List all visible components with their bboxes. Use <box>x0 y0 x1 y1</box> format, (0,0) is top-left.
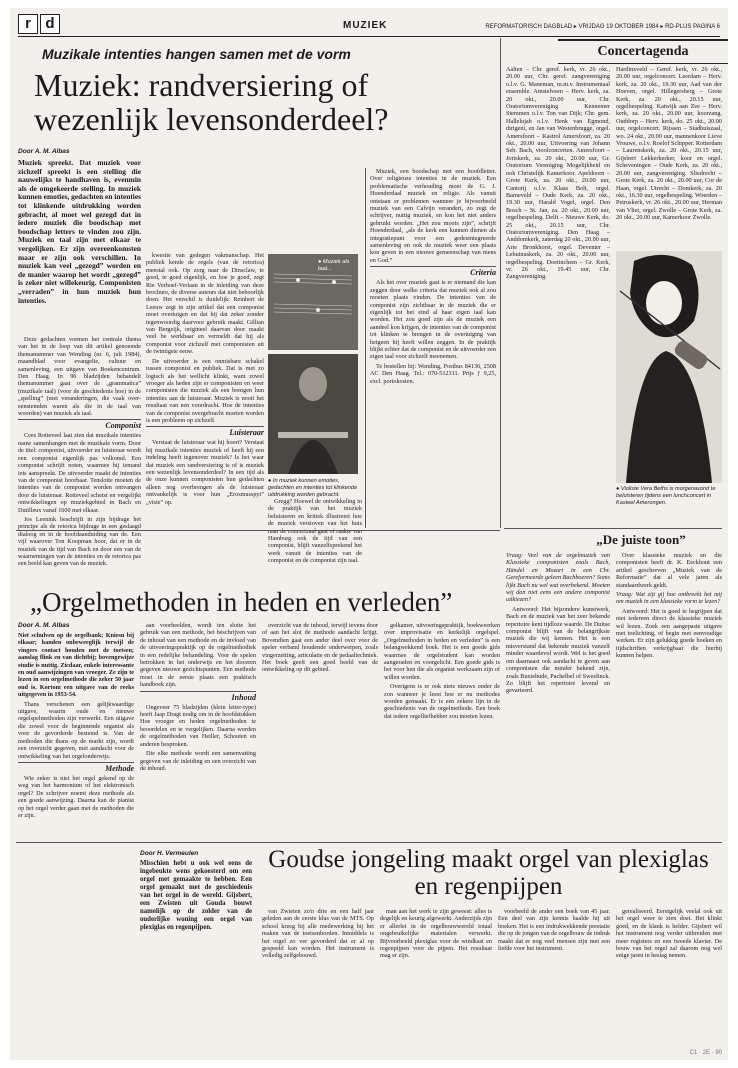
rd-logo <box>18 14 60 34</box>
section-rule <box>16 842 722 843</box>
juiste-toon-col2 <box>616 552 722 830</box>
article1-col2-text3: Verstaat de luisteraar wat hij hoort? Verstaat hij muzikale intenties muziek of heeft hij een indeling heeft tegenover muziek? Is het waar dat muziek een randversiering is of is muziek een wezenlijk levensonderdeel? In een tijd als de onze kunnen componisten hun gedachten alleen nog overbrengen als de luisteraar ontvankelijk is voor hun „Erosmusspyt” „visie” op. <box>146 439 264 506</box>
juiste-toon-text3: Over klassieke muziek en die componisten heeft dr. K. Eeckhout een artikel geschreven „Muziek van de Reformatie” dat al vele jaren als standaardwerk geldt. <box>616 552 722 589</box>
article1-col3-text: Gregg? Hoewel de ontwikkeling in de praktijk van het muziek beluisteren en kritiek illustreert hoe de muziek verstoven van het huis naar de concertzaal gaat of raakte van Hamburg ook de tijd van een componist, blijft vanzelfsprekend het werk vanuit de intenties van de componist en de componist zijn taal. <box>268 498 362 565</box>
article2-col1-text2: Wie zeker is niet het orgel gekend op de weg van het harmonium of het elektronisch orgel? De schrijver noemt deze methode als een goede aanwijzing. Daarna kan de pianist op het orgel verder gaan met de methoden die er zijn. <box>18 774 134 819</box>
article1-intro: Muziek spreekt. Dat muziek voor zichzelf spreekt is een stelling die nauwelijks te handhaven is, evenmin als de omgekeerde stelling. In muziek kunnen emoties, gedachten en intenties tot klinkende uitdrukking worden gebracht, al moet wel gezegd dat in iedere muziek die boodschap met boodschap letters te vinden zou zijn. Muziek en taal zijn met elkaar te vergelijken. Er zijn overeenkomsten maar er zijn ook verschillen. In muziek kan veel „gezegd” worden en de manier waarop het wordt „gezegd” is zeker niet willekeurig. Componisten „verraden” in hun muziek hun intenties. <box>18 158 141 305</box>
article1-p3: Jos Leenink beschrijft in zijn bijdrage het principe als de retorica bijdrage in een geslaagd dialoog en in de hoofdaanduiding van de. Een vijf waarover Ton Koopman hoor, dat er in de muziek van de tijd van Bach en door een van de waarnemingen van de intenties en de retorica pas een beeld kan geven van de muziek. <box>18 515 141 568</box>
article3-intro: Misschien hebt u ook wel eens de ingebeukte wens gekoesterd om een orgel met gemaakte te hebben. Een orgel gemaakt met de geschiedenis van het orgel in de wereld. Gijsbert, een Zwisten uit Gouda bouwt namelijk op de zolder van de ouderlijke woning een orgel van plexiglas en regenpijpen. <box>140 860 252 931</box>
concertagenda-col1 <box>506 66 610 526</box>
column-rule <box>500 38 501 528</box>
juiste-toon-col1 <box>506 552 610 830</box>
article3-col3-text: man aan het werk te zijn geweest: alles is degelijk en keurig afgewerkt. Anderzijds zijn er allerlei in de orgelbouwwereld totaal ongebruikelijke materialen verwerkt. Bijvoorbeeld plexiglas voor de windkast en regenpijpen voor de pijpen. Het resultaat mag er zijn. <box>380 908 492 960</box>
article1-col2-text: kwestie van gedegen vakmanschap. Het publiek kende de regels (van de retorica) meestal ook. Op zorg naar de Dinsclaw, te goed, te goed eigenlijk, en hoe je goed, zegt Rie Verhoef-Verlaan in de inleiding van deze brochure, de diverse auteurs dat niet behoorlijk doen. Het verschil is duidelijk: Reinhert de Leeuw zegt in zijn artikel dat een componist moet overtuigen en dat hij dat zeker zonder tegenwoordig daarvoor gebruik maakt. Gillian van Bergeijk, origineel daarvan door maakt veel be werkbaar en vermeldt dat hij als componist voor zichzelf met componisten uit de twintigste eeuw. <box>146 252 264 356</box>
article3-col1 <box>140 850 252 1050</box>
article1-byline: Door A. M. Albas <box>18 148 70 155</box>
article3-col5-text: gerealiseerd. Eerstgelijk veelal ook uit het orgel weer te zien doet. Het klinkt goed, en de klank is helder. Gijsbert wil het instrument nog verder uitbreiden met meer registers en een tweede klavier. De bouw van het orgel zal daarom nog wel enige jaren in beslag nemen. <box>616 908 722 960</box>
article1-sub-criteria: Criteria <box>370 266 496 277</box>
article1-headline: Muziek: randversiering of wezenlijk levensonderdeel? <box>34 67 389 137</box>
logo-letter-d: d <box>40 14 60 34</box>
logo-letter-r: r <box>18 14 38 34</box>
article2-col3-text: overzicht van de inhoud, terwijl tevens door of aan het slot de methode aandacht krijgt. Bovendien gaat een ander deel over voor de speler verband houdende onderwerpen, zoals vingerzetting, articulatie en de pedaaltechniek. Het boek geeft een goed beeld van de ontwikkeling op dit gebied. <box>262 622 378 674</box>
article2-col2-text3: Die elke methode wordt een samenvatting gegeven van de inleiding en een overzicht van de inhoud. <box>140 750 256 772</box>
article2-headline: „Orgelmethoden in heden en verleden” <box>30 587 453 617</box>
article3-byline: Door H. Vermeulen <box>140 850 199 857</box>
juiste-toon-text2: Antwoord: Het bijzondere kunstwerk, Bach en de muziek van het zeer bekende repertoire kent tijdloze waarde. De Duitse componist blijft van de belangrijkste muziek die wij kennen. Het is een misverstand dat bekende muziek vanzelf minder waardevol wordt. Wel is het goed om daarnaast ook aandacht te geven aan componisten die minder bekend zijn, zoals Buxtehude, Pachelbel of Sweelinck. Zo blijft het repertoire levend en gevarieerd. <box>506 605 610 695</box>
article2-col4 <box>384 622 500 842</box>
article1-col4-text3: Te bestellen bij: Wending, Postbus 84136, 2508 AC Den Haag. Tel.: 070-512311. Prijs ƒ 9,25, excl. portokosten. <box>370 362 496 385</box>
article1-col1-body <box>18 336 141 568</box>
article2-col2-text: aan voorbeelden, wordt ten slotte het gebruik van een methode, het beschrijven van de inhoud van een methode en de invloed van de uitvoeringspraktijk op de orgelmethodiek in een redelijke behandeling. Voor de spelen betrokken in het onderwijs en het doceren gegeven nieuwe gezichtspunten. Een methode moet in de eerste plaats een praktisch handboek zijn. <box>140 622 256 689</box>
article1-sub-componist: Componist <box>18 419 141 430</box>
article1-col3 <box>268 498 362 565</box>
section-title: MUZIEK <box>343 20 388 31</box>
article3-headline: Goudse jongeling maakt orgel van plexiglas en regenpijpen <box>268 846 709 900</box>
article2-col3 <box>262 622 378 842</box>
section-rule <box>504 528 722 529</box>
photo-violinist <box>616 251 722 483</box>
article1-p2: Cees Rotteveel laat zien dat muzikale intenties nauw samenhangen met de muzikale vorm. Door de titel: componist, uitvoerder en luisteraar wordt een componist eigenlijk pas volkomd. Een componist schrijft noten, waarmee hij iemand iets aanspreekt. De uitvoerder maakt de intenties van de componist hoorbaar. Tenslotte moeten de intenties van de componist worden ontvangen door de luisteraar. Rotteveel schetst en vergelijkt ontwikkelingen op muziekgebied in Bach en Dutilleux vanaf 1600 met elkaar. <box>18 432 141 514</box>
publication-info: REFORMATORISCH DAGBLAD ▸ VRIJDAG 19 OKTOBER 1984 ▸ RD-PLUS PAGINA 6 <box>485 24 720 30</box>
article1-kicker: Muzikale intenties hangen samen met de vorm <box>42 46 351 62</box>
article2-col4-text: gelkamer, uitvoeringspraktijk, boekweerken over improvisatie en kerkelijk orgelspel. „Orgelmethoden in heden en verleden” is een belangwekkend boek. Het is een goede gids waarmee de orgelstudent kan worden aangeraden en voorgelicht. Een goede gids is het voor hen die als organist werkzaam zijn of willen worden. <box>384 622 500 681</box>
violinist-image <box>616 251 722 483</box>
juiste-toon-text5: Antwoord: Het is goed te begrijpen dat niet iedereen direct de klassieke muziek wil lezen. Zoek een aangepaste uitgave met toelichting, of begin met eenvoudige werken. Er zijn gelukkig goede boeken en tijdschriften verkrijgbaar die hierbij kunnen helpen. <box>616 607 722 660</box>
article2-col1 <box>18 622 134 842</box>
photo2-caption: ● In muziek kunnen emoties, gedachten en intenties tot klinkende uitdrukking worden gebracht. <box>268 478 358 498</box>
section-rule <box>16 530 500 531</box>
article2-col2-text2: Ongeveer 75 bladzijden (klein letter-type) heeft Jaap Dragt nodig om in de hoofdstukken Hoe vroeger en heden orgelmethoden te beoordelen en te vergelijken. Daarna worden de orgelmethoden van Heiller, Schouten en anderen besproken. <box>140 703 256 748</box>
article2-col1-text: Thans verschenen een gelijkwaardige uitgave, waarin oude en nieuwe orgelspelmethoden zijn verwerkt. Een uitgave die zowel voor de beginnende organist als voor de gevorderde bestemd is. Van de methoden die thans op de markt zijn, wordt een overzicht gegeven, met aandacht voor de ontwikkeling van het orgelonderwijs. <box>18 700 134 760</box>
article2-col4-text2: Overigens is er ook niets nieuws onder de zon wanneer je leest hoe er nu methodes worden gemaakt. Er is een zekere lijn in de geschiedenis van de orgelmethode. Een boek dat iedere orgelliefhebber zou moeten lezen. <box>384 683 500 720</box>
article1-p1: Deze gedachten vormen het centrale thema van het in de loop van dit artikel genoemde themanummer van Wending (nr. 6, juli 1984), maandblad voor evangelie, cultuur en samenleving, een uitgave van Boekencentrum. Den Haag. In 96 bladzijden behandelt themanummer gaat over de „grammatica” (muzikale taal) (voor de geschiedenis hoe) in de „spelling” (met veranderingen, die vaak over- eenstemden waren als die in de taal van woorden) van muziek als taal. <box>18 336 141 418</box>
concertagenda-col2 <box>616 66 722 246</box>
newspaper-page <box>10 8 728 1060</box>
article2-sub-methode: Methode <box>18 762 134 773</box>
article2-intro: Niet schulven op de orgelbank; Kniesn bij elkaar; handen onbeweeglijk terwijl de vingers contact houden met de toetsen; aanslag flink en van dichtbij; bovengewijze studie is nuttig. Zicdaar, enkele interessante en oud aanwijzingen van vroeger. Ze zijn te lezen in een orgelmethode die zeker 50 jaar oud is. Kortom een uitgave van de reeks uitgegeven in 1953-54. <box>18 632 134 699</box>
column-rule <box>365 168 366 528</box>
juiste-toon-text4: Vraag: Wat zijt gij hoe ontbreekt het mij om muziek in een klassieke vorm te lezen? <box>616 591 722 606</box>
article3-col4 <box>498 908 610 1050</box>
violinist-caption: ● Violiste Vera Beths is morgenavond te beluisteren tijdens een lunchconcert in Kasteel Amerongen. <box>616 486 716 506</box>
concertagenda-col1-text: Aalten – Chr. geref. kerk, vr. 26 okt., 20.00 uur, Chr. geref. zangvereniging o.l.v. G. Maneman, m.m.v. Instrumentaal ensemble. Amstelveen – Herv. kerk, za. 20 okt., 20.00 uur, Chr. Oratoriumvereniging Kennemer Stemmen o.l.v. Ton van Dijk; Chr. gem. Hallelujah o.l.v. Henk van Egmond, dirigent, en Jan van Westenbrugge, orgel. Amersfoort – Kastrol Amersfoort, za. 20 okt., 20.00 uur, Uitvoering van Johann Seb. Bach, vioolconcerten. Amersfoort – Joriskerk, za. 20 okt., 20.00 uur, Gr. Oratorium Vereniging Mogelijkheid en ook Christelijk Kamerkoor. Apeldoorn – Grote Kerk, za. 20 okt., 20.00 uur, Cantorij o.l.v. Klaas Bolt, orgel. Barneveld – Oude Kerk, za. 20 okt., 19.30 uur, Harald Vogel, orgel. Den Bosch – St. Jan, za. 20 okt., 20.00 uur, orgelbespeling. Delft – Nieuwe Kerk, do. 25 okt., 20.15 uur, Chr. Oratoriumvereniging. Den Haag – Anddomkerk, zaterdag 20 okt., 20.00 uur, Arie Bronkhorst, orgel. Deventer – Lebuinuskerk, za. 20 okt., 20.00 uur, orgelbespeling. Doetinchem – Gr. Kerk, vr. 26 okt., 19.45 uur, Chr. Zangvereniging. <box>506 66 610 281</box>
article3-col5 <box>616 908 722 1050</box>
article1-col4-text: Muziek, een boodschap met een hoofdletter. Over religieuze intenties in de muziek. Een problematische verhouding moet de G. J. Hoenderdaal muziek en religie. Als vanuit ontstaan er problemen wanneer je bijvoorbeeld muziek van een Calvijn verandert, zo zegt de schrijver, nuttig muziek, en kon het niet anders gebruikt worden. „Het zou moois zijn”, schrijft Hoenderdaal, „als de kerk een kunnen dienen als integratiepunt voor een gedesintegreerde samenleving en ook de muziek weer een plaats kon geven in een nieuwe gemeenschap van mens en God.” <box>370 168 496 264</box>
article1-col4-text2: Als het over muziek gaat is er niemand die kan zeggen door welke criteria dat muziek ook al zou moeten plaats vinden. De intenties van de componist zijn zichtbaar in de muziek die er eigenlijk tot het eind al haar eigen taal kan worden. Het zou goed zijn als de muziek een aandeel kon krijgen, de intenties van de componist tot klinken te brengen in de overtuiging van hetgeen hij heeft willen zeggen. In de praktijk blijkt echter dat de componist en de uitvoerder een eigen taal voor zichzelf meenemen. <box>370 279 496 361</box>
article3-col2-text: van Zwieten zo'n drie en een half jaar geleden aan de eerste klus van de MTS. Op school kreeg hij alle medewerking bij het maken van de toetsenborden. Inmiddels is het orgel zo ver gevorderd dat er al op gespeeld kan worden. Het instrument is volledig zelfgebouwd. <box>262 908 374 960</box>
article1-sub-luisteraar: Luisteraar <box>146 426 264 437</box>
article1-col2-text2: De uitvoerder is een onmisbare schakel tussen componist en publiek. Dat is met zo logisch als het wellicht klinkt, want zowel vroeger als heden zijn er componisten en weer componisten die muziek als een brengen hun intenties aan de luisteraar. Muziek is nooit het resultaat van een voordracht. Hoe de intenties van de componist overgebracht moeten worden is een probleem op zichzelf. <box>146 357 264 424</box>
article1-col2 <box>146 252 264 528</box>
article2-byline: Door A. M. Albas <box>18 622 70 629</box>
article3-col4-text: voorbeeld de ander een boek van 45 jaar. Een deel van zijn kennis haalde hij uit boeken. Het is een indrukwekkende prestatie die op de jongen van de orgelbouw de indruk maakt dat er nog veel mensen zijn met een liefde voor het instrument. <box>498 908 610 953</box>
photo1-caption: ● Muziek als taal... <box>318 259 350 272</box>
juiste-toon-text1: Vraag: Veel van de orgelmuziek van Klassieke componisten zoals Bach, Händel en Mozart in een Chr. Gereformeerde geleen Bachboeren? Soms lijkt Bach nu wel wat overbekend. Moeten wij dan niet eens een andere componist uitkiezen? <box>506 552 610 604</box>
photo-musician <box>268 354 358 474</box>
print-stamp: C1 · 2E · 90 <box>689 1050 722 1056</box>
article2-col2 <box>140 622 256 842</box>
concertagenda-title: Concertagenda <box>558 39 728 64</box>
article1-col4 <box>370 168 496 528</box>
article2-sub-inhoud: Inhoud <box>140 691 256 702</box>
concertagenda-col2-text: Hardinxveld – Geref. kerk, vr. 26 okt., 20.00 uur, orgelconcert. Leerdam – Herv. kerk, za. 20 okt., 19.30 uur, Aad van der Hoeven, orgel. Hillegersberg – Grote Kerk, za. 20 okt., 20.15 uur, orgelbespeling. Katwijk aan Zee – Herv. kerk, za. 20 okt., 20.00 uur, koorzang. Ouddorp – Herv. kerk, do. 25 okt., 20.00 uur, orgelconcert. Rijssen – Stadhuiszaal, wo. 24 okt., 20.00 uur, mannenkoor Lieve Vrouwe, o.l.v. Roelof Schipper. Rotterdam – Laurenskerk, za. 20 okt., 20.15 uur, Gijsbert Lekkerkerker, koor en orgel. Scheveningen – Oude Kerk, za. 20 okt., 20.00 uur, zangvereniging. Sliedrecht – Grote Kerk, za. 20 okt., 20.00 uur, Cor de Haan, orgel. Utrecht – Domkerk, za. 20 okt., 16.30 uur, orgelbespeling. Woerden – Petruskerk, vr. 26 okt., 20.00 uur, Herman van Vliet, orgel. Zwolle – Grote Kerk, za. 20 okt., 20.00 uur, Kamerkoor Zwolle. <box>616 66 722 222</box>
article3-col2 <box>262 908 374 1050</box>
musician-image <box>268 354 358 474</box>
article3-col3 <box>380 908 492 1050</box>
masthead <box>18 14 720 37</box>
juiste-toon-title: „De juiste toon” <box>596 532 686 547</box>
